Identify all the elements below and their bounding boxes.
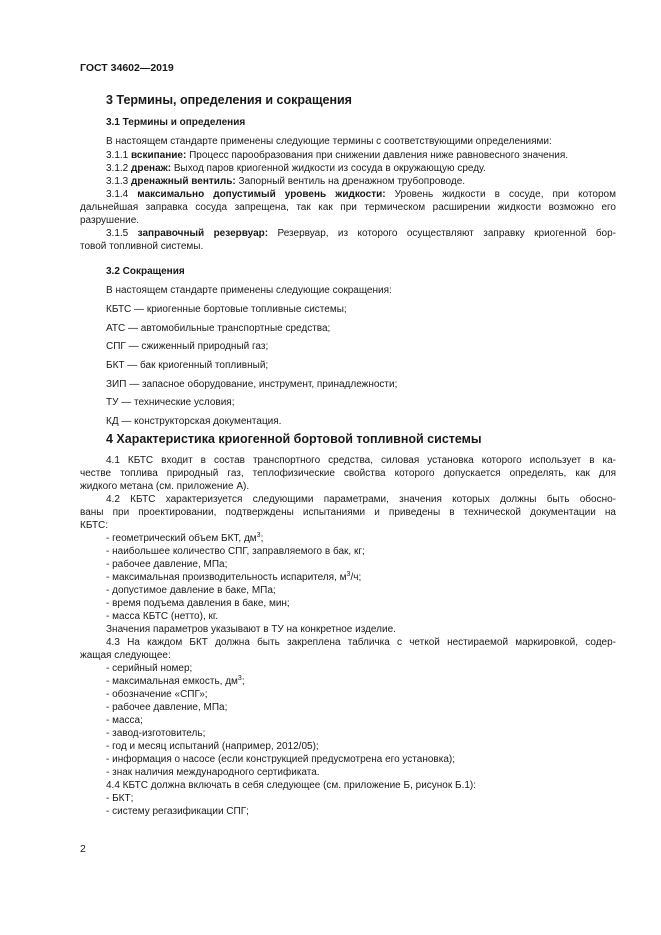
page-number: 2 xyxy=(80,843,86,855)
plate-item: - завод-изготовитель; xyxy=(106,728,206,739)
abbr-item: ТУ — технические условия; xyxy=(106,397,235,408)
term-3-1-1: 3.1.1 вскипание: Процесс парообразования при снижении давления ниже равновесного значения. xyxy=(106,150,569,161)
term-3-1-5-cont: товой топливной системы. xyxy=(80,241,204,252)
para-4-2-line: 4.2 КБТС характеризуется следующими параметрами, значения которых должны быть обосно- xyxy=(106,494,616,505)
plate-item: - год и месяц испытаний (например, 2012/05); xyxy=(106,741,319,752)
param-item: - допустимое давление в баке, МПа; xyxy=(106,585,276,596)
abbr-item: КД — конструкторская документация. xyxy=(106,416,282,427)
abbr-intro: В настоящем стандарте применены следующие сокращения: xyxy=(106,285,392,296)
plate-item: - информация о насосе (если конструкцией предусмотрена его установка); xyxy=(106,754,455,765)
standard-header: ГОСТ 34602—2019 xyxy=(80,62,174,74)
component-item: - систему регазификации СПГ; xyxy=(106,806,249,817)
term-3-1-4-cont: дальнейшая заправка сосуда запрещена, так как при термическом расширении жидкости возможно его xyxy=(80,202,616,213)
plate-item: - знак наличия международного сертификата. xyxy=(106,767,320,778)
para-4-2-line: КБТС: xyxy=(80,520,109,531)
plate-item: - рабочее давление, МПа; xyxy=(106,702,228,713)
param-item: - максимальная производительность испарителя, $м^3/ч$; xyxy=(106,571,362,583)
para-4-2-line: ваны при проектировании, подтверждены испытаниями и приведены в технической документации на xyxy=(80,507,616,518)
subsection-3-1-title: 3.1 Термины и определения xyxy=(106,117,246,128)
abbr-item: БКТ — бак криогенный топливный; xyxy=(106,360,269,371)
param-item: - время подъема давления в баке, мин; xyxy=(106,598,290,609)
section-4-title: 4 Характеристика криогенной бортовой топливной системы xyxy=(106,432,482,446)
abbr-item: ЗИП — запасное оборудование, инструмент, принадлежности; xyxy=(106,379,398,390)
abbr-item: КБТС — криогенные бортовые топливные системы; xyxy=(106,304,347,315)
term-3-1-4-cont2: разрушение. xyxy=(80,215,140,226)
para-4-4: 4.4 КБТС должна включать в себя следующее (см. приложение Б, рисунок Б.1): xyxy=(106,780,477,791)
term-3-1-2: 3.1.2 дренаж: Выход паров криогенной жидкости из сосуда в окружающую среду. xyxy=(106,163,486,174)
abbr-item: АТС — автомобильные транспортные средства; xyxy=(106,323,331,334)
para-4-1-line: жидкого метана (см. приложение А). xyxy=(80,481,250,492)
plate-item: - масса; xyxy=(106,715,143,726)
plate-item: - серийный номер; xyxy=(106,663,193,674)
param-item: - геометрический объем БКТ, $дм^3$; xyxy=(106,532,264,544)
component-item: - БКТ; xyxy=(106,793,134,804)
param-item: - рабочее давление, МПа; xyxy=(106,559,228,570)
param-item: - масса КБТС (нетто), кг. xyxy=(106,611,219,622)
term-3-1-5: 3.1.5 заправочный резервуар: Резервуар, из которого осуществляют заправку криогенной бор- xyxy=(106,228,616,239)
section-3-title: 3 Термины, определения и сокращения xyxy=(106,93,352,107)
para-4-1-line: честве топлива природный газ, теплофизические свойства которого допускается определять, как для xyxy=(80,468,616,479)
para-4-3-line: жащая следующее: xyxy=(80,650,171,661)
terms-intro: В настоящем стандарте применены следующие термины с соответствующими определениями: xyxy=(106,136,552,147)
plate-item: - максимальная емкость, $дм^3$; xyxy=(106,675,245,687)
term-3-1-4: 3.1.4 максимально допустимый уровень жидкости: Уровень жидкости в сосуде, при котором xyxy=(106,189,616,200)
abbr-item: СПГ — сжиженный природный газ; xyxy=(106,341,269,352)
para-4-3-line: 4.3 На каждом БКТ должна быть закреплена табличка с четкой нестираемой маркировкой, содер- xyxy=(106,637,616,648)
term-3-1-3: 3.1.3 дренажный вентиль: Запорный вентиль на дренажном трубопроводе. xyxy=(106,176,466,187)
para-4-1-line: 4.1 КБТС входит в состав транспортного средства, силовая установка которого использует в ка- xyxy=(106,455,616,466)
param-item: - наибольшее количество СПГ, заправляемого в бак, кг; xyxy=(106,546,365,557)
plate-item: - обозначение «СПГ»; xyxy=(106,689,208,700)
param-note: Значения параметров указывают в ТУ на конкретное изделие. xyxy=(106,624,396,635)
subsection-3-2-title: 3.2 Сокращения xyxy=(106,266,185,277)
